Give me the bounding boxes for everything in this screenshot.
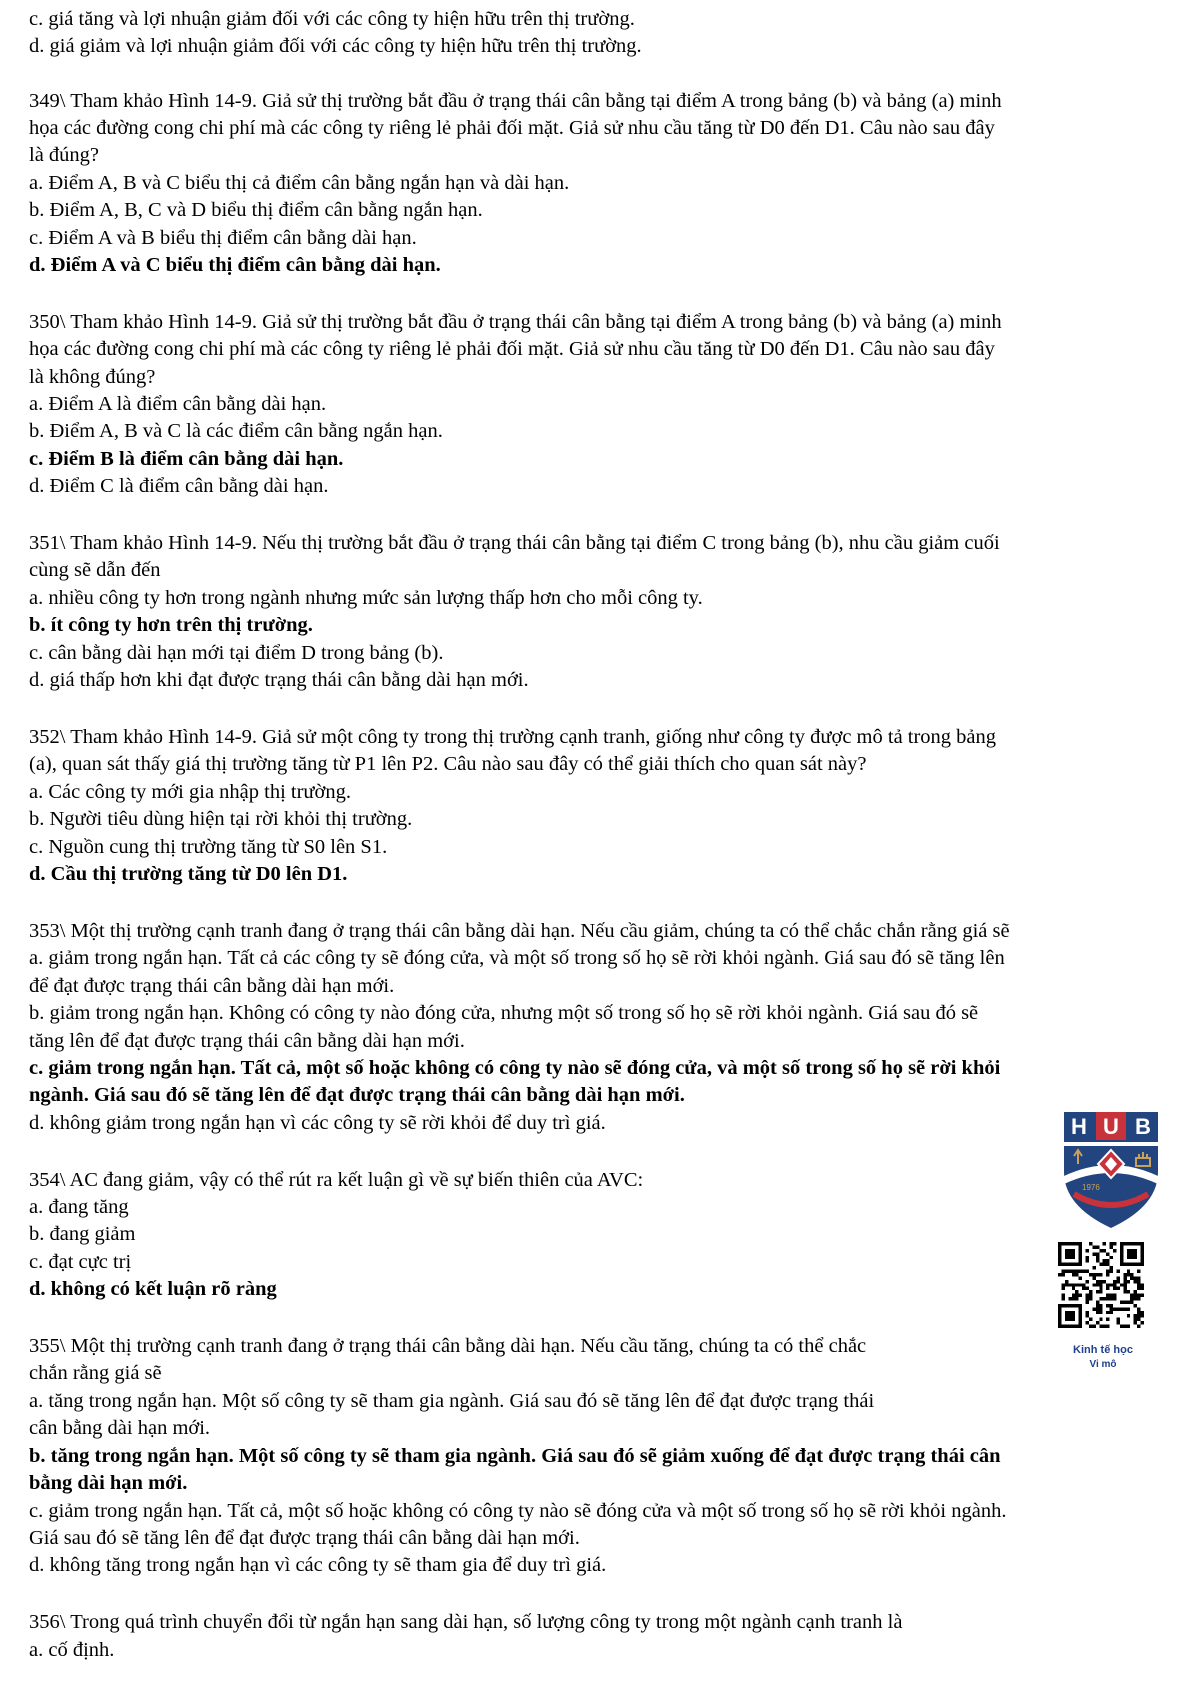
correct-answer: d. không có kết luận rõ ràng: [29, 1278, 277, 1300]
text-line: (a), quan sát thấy giá thị trường tăng từ P1 lên P2. Câu nào sau đây có thể giải thích cho quan sát này?: [29, 753, 867, 775]
correct-answer: b. tăng trong ngắn hạn. Một số công ty sẽ tham gia ngành. Giá sau đó sẽ giảm xuống để đạt được trạng thái cân: [29, 1445, 1001, 1467]
question-350: 350\ Tham khảo Hình 14-9. Giả sử thị trường bắt đầu ở trạng thái cân bằng tại điểm A trong bảng (b) và bảng (a) minh: [29, 311, 1002, 333]
answer-option: b. giảm trong ngắn hạn. Không có công ty nào đóng cửa, nhưng một số trong số họ sẽ rời khỏi ngành. Giá sau đó sẽ: [29, 1002, 979, 1024]
correct-answer: b. ít công ty hơn trên thị trường.: [29, 614, 313, 636]
answer-option: c. giảm trong ngắn hạn. Tất cả, một số hoặc không có công ty nào sẽ đóng cửa và một số trong số họ sẽ rời khỏi ngành.: [29, 1500, 1007, 1522]
answer-option: b. Điểm A, B, C và D biểu thị điểm cân bằng ngắn hạn.: [29, 199, 483, 221]
svg-text:1976: 1976: [1082, 1183, 1100, 1192]
text-line: c. giá tăng và lợi nhuận giảm đối với các công ty hiện hữu trên thị trường.: [29, 8, 635, 30]
question-354: 354\ AC đang giảm, vậy có thể rút ra kết luận gì về sự biến thiên của AVC:: [29, 1169, 644, 1191]
text-line: cân bằng dài hạn mới.: [29, 1417, 211, 1439]
svg-text:H: H: [1071, 1114, 1087, 1139]
answer-option: a. tăng trong ngắn hạn. Một số công ty sẽ tham gia ngành. Giá sau đó sẽ tăng lên để đạt được trạng thái: [29, 1390, 875, 1412]
answer-option: b. đang giảm: [29, 1223, 136, 1245]
answer-option: b. Người tiêu dùng hiện tại rời khỏi thị trường.: [29, 808, 413, 830]
correct-answer: d. Điểm A và C biểu thị điểm cân bằng dài hạn.: [29, 254, 441, 276]
text-line: họa các đường cong chi phí mà các công ty riêng lẻ phải đối mặt. Giả sử nhu cầu tăng từ D0 đến D1. Câu nào sau đây: [29, 117, 995, 139]
answer-option: a. nhiều công ty hơn trong ngành nhưng mức sản lượng thấp hơn cho mỗi công ty.: [29, 587, 703, 609]
answer-option: c. Nguồn cung thị trường tăng từ S0 lên S1.: [29, 836, 388, 858]
question-349: 349\ Tham khảo Hình 14-9. Giả sử thị trường bắt đầu ở trạng thái cân bằng tại điểm A trong bảng (b) và bảng (a) minh: [29, 90, 1002, 112]
text-line: d. giá giảm và lợi nhuận giảm đối với các công ty hiện hữu trên thị trường.: [29, 35, 642, 57]
svg-text:B: B: [1135, 1114, 1151, 1139]
answer-option: c. cân bằng dài hạn mới tại điểm D trong bảng (b).: [29, 642, 444, 664]
answer-option: c. đạt cực trị: [29, 1251, 132, 1273]
answer-option: a. cố định.: [29, 1639, 115, 1661]
answer-option: d. giá thấp hơn khi đạt được trạng thái cân bằng dài hạn mới.: [29, 669, 529, 691]
text-line: để đạt được trạng thái cân bằng dài hạn mới.: [29, 975, 395, 997]
correct-answer: ngành. Giá sau đó sẽ tăng lên để đạt được trạng thái cân bằng dài hạn mới.: [29, 1084, 685, 1106]
text-line: là không đúng?: [29, 366, 156, 388]
text-line: tăng lên để đạt được trạng thái cân bằng dài hạn mới.: [29, 1030, 465, 1052]
text-line: là đúng?: [29, 144, 100, 166]
answer-option: d. không giảm trong ngắn hạn vì các công ty sẽ rời khỏi để duy trì giá.: [29, 1112, 606, 1134]
hub-logo: [1062, 1110, 1160, 1230]
answer-option: a. giảm trong ngắn hạn. Tất cả các công ty sẽ đóng cửa, và một số trong số họ sẽ rời khỏi ngành. Giá sau đó sẽ tăng lên: [29, 947, 1005, 969]
answer-option: b. Điểm A, B và C là các điểm cân bằng ngắn hạn.: [29, 420, 443, 442]
qr-code: [1058, 1242, 1144, 1328]
subject-subtag: Vi mô: [1089, 1359, 1117, 1370]
text-line: cùng sẽ dẫn đến: [29, 559, 161, 581]
answer-option: a. Điểm A, B và C biểu thị cả điểm cân bằng ngắn hạn và dài hạn.: [29, 172, 570, 194]
answer-option: c. Điểm A và B biểu thị điểm cân bằng dài hạn.: [29, 227, 417, 249]
answer-option: a. đang tăng: [29, 1196, 129, 1218]
correct-answer: c. giảm trong ngắn hạn. Tất cả, một số hoặc không có công ty nào sẽ đóng cửa, và một số trong số họ sẽ rời khỏi: [29, 1057, 1001, 1079]
text-line: họa các đường cong chi phí mà các công ty riêng lẻ phải đối mặt. Giả sử nhu cầu tăng từ D0 đến D1. Câu nào sau đây: [29, 338, 995, 360]
answer-option: a. Điểm A là điểm cân bằng dài hạn.: [29, 393, 327, 415]
correct-answer: bằng dài hạn mới.: [29, 1472, 188, 1494]
question-353: 353\ Một thị trường cạnh tranh đang ở trạng thái cân bằng dài hạn. Nếu cầu giảm, chúng ta có thể chắc chắn rằng giá sẽ: [29, 920, 1010, 942]
question-352: 352\ Tham khảo Hình 14-9. Giả sử một công ty trong thị trường cạnh tranh, giống như công ty được mô tả trong bảng: [29, 726, 997, 748]
subject-tag: Kinh tế học: [1073, 1344, 1133, 1356]
text-line: Giá sau đó sẽ tăng lên để đạt được trạng thái cân bằng dài hạn mới.: [29, 1527, 580, 1549]
question-356: 356\ Trong quá trình chuyển đổi từ ngắn hạn sang dài hạn, số lượng công ty trong một ngành cạnh tranh là: [29, 1611, 903, 1633]
correct-answer: c. Điểm B là điểm cân bằng dài hạn.: [29, 448, 344, 470]
answer-option: d. không tăng trong ngắn hạn vì các công ty sẽ tham gia để duy trì giá.: [29, 1554, 607, 1576]
answer-option: d. Điểm C là điểm cân bằng dài hạn.: [29, 475, 329, 497]
correct-answer: d. Cầu thị trường tăng từ D0 lên D1.: [29, 863, 348, 885]
question-355: 355\ Một thị trường cạnh tranh đang ở trạng thái cân bằng dài hạn. Nếu cầu tăng, chúng ta có thể chắc: [29, 1335, 867, 1357]
question-351: 351\ Tham khảo Hình 14-9. Nếu thị trường bắt đầu ở trạng thái cân bằng tại điểm C trong bảng (b), nhu cầu giảm cuối: [29, 532, 1000, 554]
text-line: chắn rằng giá sẽ: [29, 1362, 162, 1384]
svg-text:U: U: [1103, 1114, 1119, 1139]
answer-option: a. Các công ty mới gia nhập thị trường.: [29, 781, 352, 803]
